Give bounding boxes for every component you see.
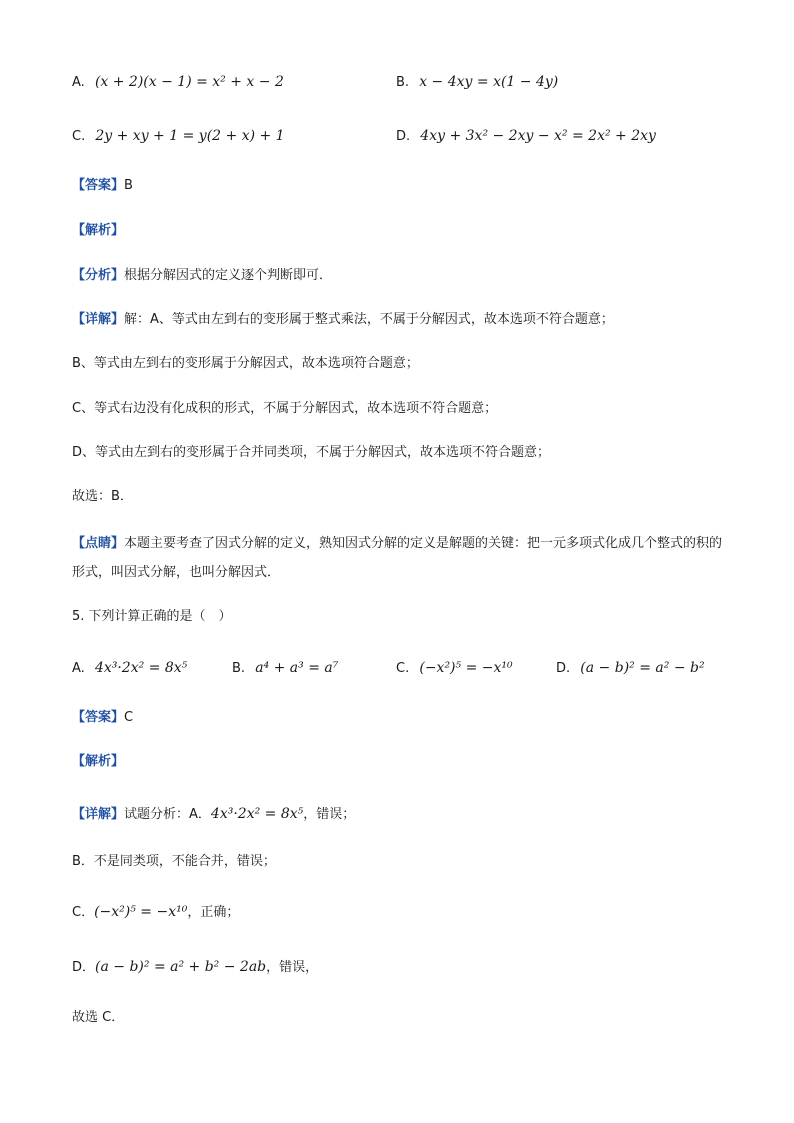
option-letter: A. (72, 661, 85, 676)
q4-option-a (72, 72, 284, 93)
option-letter: B. (232, 661, 246, 676)
q4-detail-line-1 (72, 310, 614, 330)
comment-tag: 【点睛】 (72, 536, 125, 551)
option-expression: (x + 2)(x − 1) = x² + x − 2 (94, 74, 284, 90)
q4-detail-line-2: B、等式由左到右的变形属于分解因式，故本选项符合题意； (72, 356, 419, 371)
detail-expression: 4x³·2x² = 8x⁵ (210, 806, 304, 822)
q4-comment (72, 529, 732, 587)
answer-tag: 【答案】 (72, 178, 125, 193)
q5-answer (72, 708, 133, 728)
option-letter: C. (72, 129, 86, 144)
q5-question: 5. 下列计算正确的是（ ） (72, 609, 232, 624)
comment-text: 本题主要考查了因式分解的定义，熟知因式分解的定义是解题的关键：把一元多项式化成几个整式的积的形式，叫因式分解，也叫分解因式． (72, 536, 723, 580)
q4-detail-line-4: D、等式由左到右的变形属于合并同类项，不属于分解因式，故本选项不符合题意； (72, 445, 551, 460)
q5-detail-a (72, 804, 355, 825)
q5-detail-d (72, 957, 318, 978)
q4-conclusion: 故选：B． (72, 489, 133, 504)
fenxi-tag: 【分析】 (72, 268, 125, 283)
detail-prefix: D． (72, 960, 96, 975)
detail-tag: 【详解】 (72, 807, 125, 822)
option-expression: x − 4xy = x(1 − 4y) (419, 74, 559, 90)
q4-answer (72, 176, 133, 196)
option-expression: 4x³·2x² = 8x⁵ (94, 660, 188, 676)
q4-option-d (396, 126, 656, 147)
detail-expression: (−x²)⁵ = −x¹⁰ (94, 904, 188, 920)
answer-tag: 【答案】 (72, 710, 125, 725)
fenxi-text: 根据分解因式的定义逐个判断即可． (124, 268, 333, 283)
q4-detail-line-3: C、等式右边没有化成积的形式，不属于分解因式，故本选项不符合题意； (72, 401, 498, 416)
option-expression: a⁴ + a³ = a⁷ (255, 660, 339, 676)
detail-prefix: C． (72, 905, 95, 920)
detail-text: 解：A、等式由左到右的变形属于整式乘法，不属于分解因式，故本选项不符合题意； (124, 312, 614, 327)
detail-expression: (a − b)² = a² + b² − 2ab (95, 959, 267, 975)
q4-option-c (72, 126, 285, 147)
q5-analysis-heading (72, 752, 124, 772)
q4-option-b (396, 72, 558, 93)
q5-option-a (72, 658, 187, 679)
q5-option-b (232, 658, 338, 679)
detail-verdict: ，错误； (303, 807, 356, 822)
answer-value: B (124, 178, 133, 193)
detail-tag: 【详解】 (72, 312, 125, 327)
option-expression: (a − b)² = a² − b² (580, 660, 705, 676)
analysis-tag: 【解析】 (72, 754, 125, 769)
option-expression: (−x²)⁵ = −x¹⁰ (419, 660, 513, 676)
answer-value: C (124, 710, 134, 725)
option-letter: D. (396, 129, 411, 144)
q4-analysis-heading (72, 221, 124, 241)
q4-fenxi (72, 266, 332, 286)
q5-detail-c (72, 902, 239, 923)
detail-verdict: ，正确； (187, 905, 240, 920)
option-letter: D. (556, 661, 571, 676)
option-letter: C. (396, 661, 410, 676)
q5-option-c (396, 658, 513, 679)
option-letter: B. (396, 75, 410, 90)
option-expression: 4xy + 3x² − 2xy − x² = 2x² + 2xy (420, 128, 656, 144)
option-letter: A. (72, 75, 85, 90)
q5-detail-b: B．不是同类项，不能合并，错误； (72, 854, 276, 869)
detail-verdict: ，错误， (266, 960, 319, 975)
q5-option-d (556, 658, 705, 679)
q5-conclusion: 故选 C． (72, 1010, 125, 1025)
analysis-tag: 【解析】 (72, 223, 125, 238)
detail-intro: 试题分析：A． (124, 807, 211, 822)
option-expression: 2y + xy + 1 = y(2 + x) + 1 (95, 128, 285, 144)
